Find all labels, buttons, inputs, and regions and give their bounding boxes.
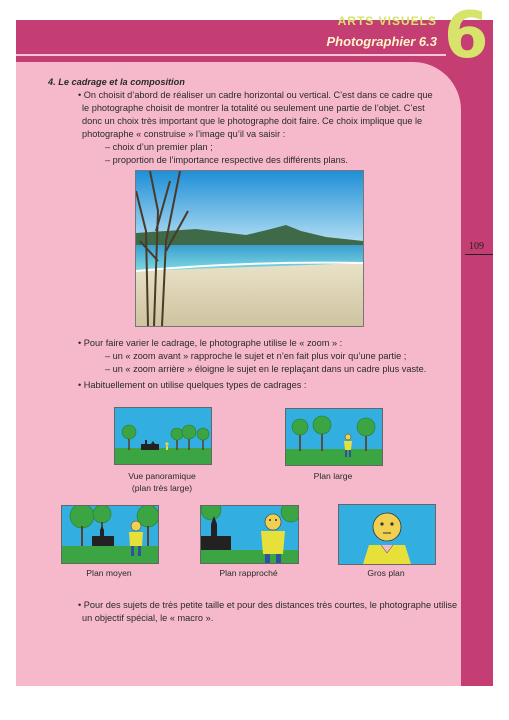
dash-item-1: – choix d’un premier plan ;: [105, 142, 213, 152]
caption-gros-plan: Gros plan: [367, 568, 405, 578]
framing-types-intro: • Habituellement on utilise quelques types de cadrages :: [78, 380, 307, 390]
zoom-in-item: – un « zoom avant » rapproche le sujet et n’en fait plus voir qu’une partie ;: [105, 351, 407, 361]
header-subtitle: Photographier 6.3: [326, 34, 437, 49]
header-title: ARTS VISUELS: [337, 14, 437, 28]
caption-panoramic-line1: Vue panoramique: [128, 471, 196, 481]
page-number-rule: [465, 254, 493, 255]
macro-line-1: • Pour des sujets de très petite taille et pour des distances très courtes, le photographe utilise: [78, 600, 458, 610]
paragraph-line-3: donc un choix très important que le photographe doit faire. Ce choix implique que le: [82, 116, 423, 126]
plan-moyen-illustration: [61, 505, 159, 564]
caption-plan-large: Plan large: [313, 471, 353, 481]
page-number: 109: [469, 241, 484, 252]
beach-photo: [135, 170, 364, 327]
dash-item-2: – proportion de l’importance respective des différents plans.: [105, 155, 348, 165]
plan-large-illustration: [285, 408, 383, 466]
caption-panoramic-line2: (plan très large): [131, 483, 193, 493]
chapter-number: 6: [444, 0, 489, 73]
gros-plan-illustration: [338, 504, 436, 565]
section-title: 4. Le cadrage et la composition: [48, 77, 185, 87]
paragraph-line-2: le photographe choisit de montrer la totalité ou seulement une partie de l’objet. C’est: [82, 103, 425, 113]
caption-panoramic: [112, 470, 212, 494]
paragraph-line-4: photographe « construise » l’image qu’il va saisir :: [82, 129, 286, 139]
zoom-out-item: – un « zoom arrière » éloigne le sujet en le replaçant dans un cadre plus vaste.: [105, 364, 427, 374]
caption-plan-rapproche: Plan rapproché: [219, 568, 278, 578]
zoom-intro: • Pour faire varier le cadrage, le photographe utilise le « zoom » :: [78, 338, 343, 348]
caption-plan-moyen: Plan moyen: [86, 568, 132, 578]
macro-line-2: un objectif spécial, le « macro ».: [82, 613, 214, 623]
panoramic-illustration: [114, 407, 212, 465]
paragraph-line-1: • On choisit d’abord de réaliser un cadre horizontal ou vertical. C’est dans ce cadre que: [78, 90, 433, 100]
plan-rapproche-illustration: [200, 505, 299, 564]
header-divider: [16, 54, 446, 56]
